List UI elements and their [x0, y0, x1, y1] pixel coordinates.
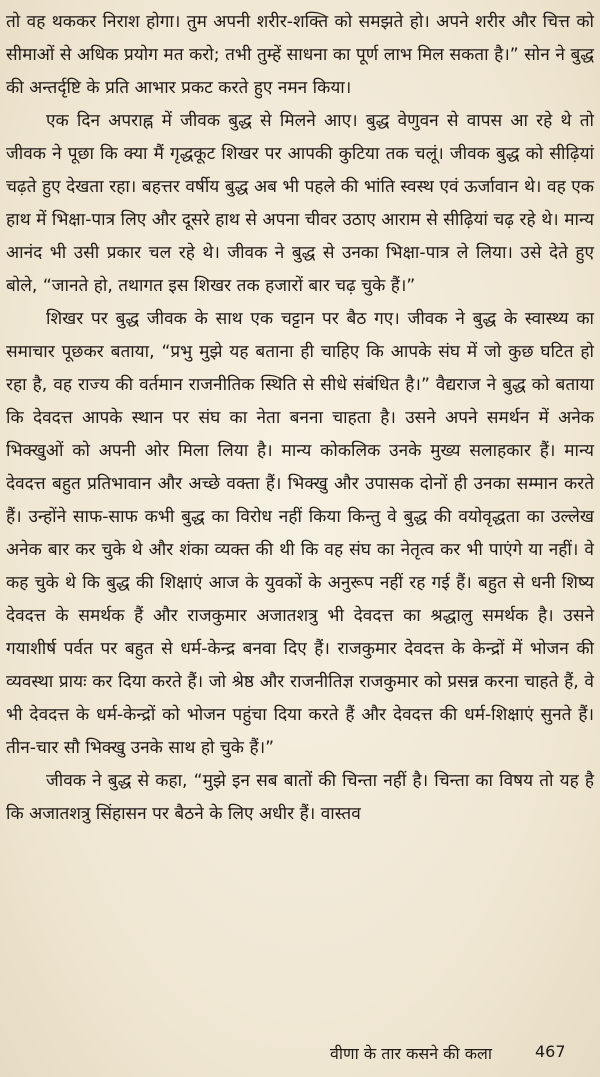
body-text: [6, 6, 594, 831]
paragraph-jivaka-visit: एक दिन अपराह्न में जीवक बुद्ध से मिलने आए। बुद्ध वेणुवन से वापस आ रहे थे तो जीवक ने पूछा कि क्या मैं गृद्धकूट शिखर पर आपकी कुटिया तक चलूं। जीवक बुद्ध को सीढ़ियां चढ़ते हुए देखता रहा। बहत्तर वर्षीय बुद्ध अब भी पहले की भांति स्वस्थ एवं ऊर्जावान थे। वह एक हाथ में भिक्षा-पात्र लिए और दूसरे हाथ से अपना चीवर उठाए आराम से सीढ़ियां चढ़ रहे थे। मान्य आनंद भी उसी प्रकार चल रहे थे। जीवक ने बुद्ध से उनका भिक्षा-पात्र ले लिया। उसे देते हुए बोले, “जानते हो, तथागत इस शिखर तक हजारों बार चढ़ चुके हैं।”: [6, 111, 594, 296]
paragraph-ajatashatru-concern: जीवक ने बुद्ध से कहा, “मुझे इन सब बातों की चिन्ता नहीं है। चिन्ता का विषय तो यह है कि अजातशत्रु सिंहासन पर बैठने के लिए अधीर हैं। वास्तव: [6, 771, 594, 824]
paragraph-devadatta-report: शिखर पर बुद्ध जीवक के साथ एक चट्टान पर बैठ गए। जीवक ने बुद्ध के स्वास्थ्य का समाचार पूछकर बताया, “प्रभु मुझे यह बताना ही चाहिए कि आपके संघ में जो कुछ घटित हो रहा है, वह राज्य की वर्तमान राजनीतिक स्थिति से सीधे संबंधित है।” वैद्यराज ने बुद्ध को बताया कि देवदत्त आपके स्थान पर संघ का नेता बनना चाहता है। उसने अपने समर्थन में अनेक भिक्खुओं को अपनी ओर मिला लिया है। मान्य कोकलिक उनके मुख्य सलाहकार हैं। मान्य देवदत्त बहुत प्रतिभावान और अच्छे वक्ता हैं। भिक्खु और उपासक दोनों ही उनका सम्मान करते हैं। उन्होंने साफ-साफ कभी बुद्ध का विरोध नहीं किया किन्तु वे बुद्ध की वयोवृद्धता का उल्लेख अनेक बार कर चुके थे और शंका व्यक्त की थी कि वह संघ का नेतृत्व कर भी पाएंगे या नहीं। वे कह चुके थे कि बुद्ध की शिक्षाएं आज के युवकों के अनुरूप नहीं रह गई हैं। बहुत से धनी शिष्य देवदत्त के समर्थक हैं और राजकुमार अजातशत्रु भी देवदत्त का श्रद्धालु समर्थक है। उसने गयाशीर्ष पर्वत पर बहुत से धर्म-केन्द्र बनवा दिए हैं। राजकुमार देवदत्त के केन्द्रों में भोजन की व्यवस्था प्रायः कर दिया करते हैं। जो श्रेष्ठ और राजनीतिज्ञ राजकुमार को प्रसन्न करना चाहते हैं, वे भी देवदत्त के धर्म-केन्द्रों को भोजन पहुंचा दिया करते हैं और देवदत्त की धर्म-शिक्षाएं सुनते हैं। तीन-चार सौ भिक्खु उनके साथ हो चुके हैं।”: [6, 309, 594, 758]
page-footer: [0, 1040, 600, 1068]
paragraph-continuation: तो वह थककर निराश होगा। तुम अपनी शरीर-शक्ति को समझते हो। अपने शरीर और चित्त को सीमाओं से अधिक प्रयोग मत करो; तभी तुम्हें साधना का पूर्ण लाभ मिल सकता है।” सोन ने बुद्ध की अन्तर्दृष्टि के प्रति आभार प्रकट करते हुए नमन किया।: [6, 12, 594, 98]
running-title: वीणा के तार कसने की कला: [330, 1044, 492, 1063]
page-number: 467: [535, 1042, 566, 1061]
